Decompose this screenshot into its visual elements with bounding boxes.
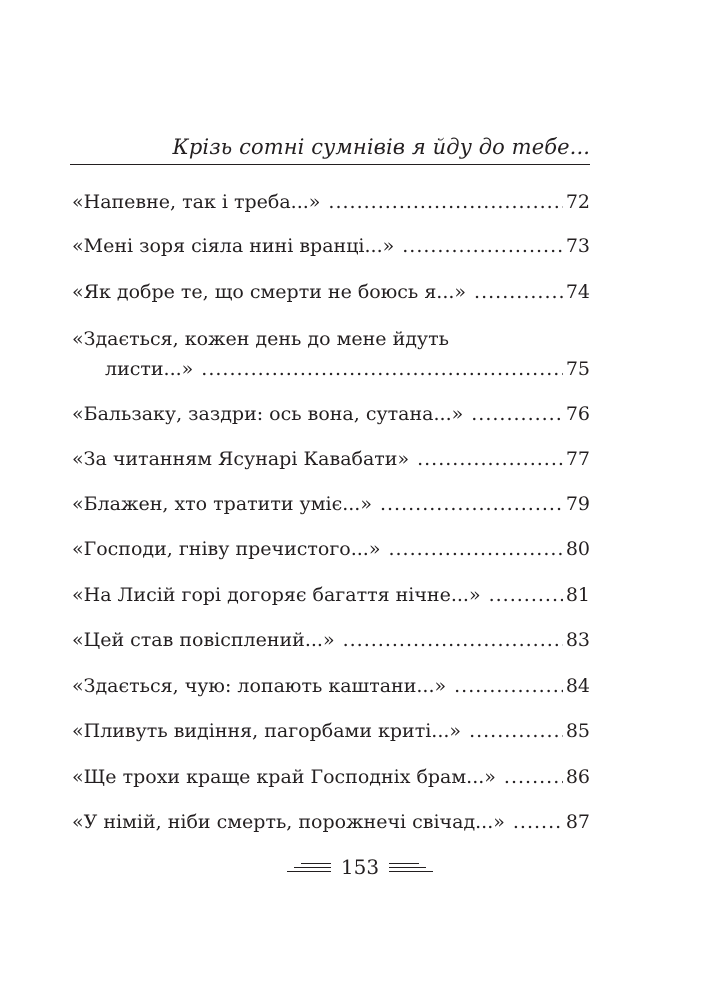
toc-entry-page: 76 [565, 403, 590, 425]
toc-entry-title: «Пливуть видіння, пагорбами криті...» [72, 720, 462, 742]
toc-entry [72, 537, 590, 561]
toc-entry [72, 447, 590, 471]
toc-entry [72, 719, 590, 743]
toc-entry-page: 74 [565, 281, 590, 303]
toc-entry-page: 72 [565, 191, 590, 213]
toc-entry [72, 674, 590, 698]
toc-entry-page: 77 [565, 448, 590, 470]
toc-entry-title: «Блажен, хто тратити уміє...» [72, 493, 372, 515]
toc-entry-title: листи...» [105, 358, 194, 380]
toc-entry [72, 810, 590, 834]
toc-entry-title: «Цей став повісплений...» [72, 629, 335, 651]
toc-entry-title: «За читанням Ясунарі Кавабати» [72, 448, 410, 470]
toc-entry-page: 84 [565, 675, 590, 697]
running-head: Крізь сотні сумнівів я йду до тебе... [172, 135, 590, 159]
toc-entry-title: «У німій, ніби смерть, порожнечі свічад...» [72, 811, 505, 833]
leader-dots [417, 447, 563, 471]
toc-entry-title: «Бальзаку, заздри: ось вона, сутана...» [72, 403, 464, 425]
toc-entry-page: 85 [565, 720, 590, 742]
header-rule [70, 164, 590, 165]
folio-ornament-left [287, 863, 331, 872]
toc-entry-title: «Як добре те, що смерти не боюсь я...» [72, 281, 467, 303]
toc-entry-title: «Ще трохи краще край Господніх брам...» [72, 766, 496, 788]
toc-entry-title-line1: «Здається, кожен день до мене йдуть [72, 328, 449, 350]
leader-dots [454, 674, 563, 698]
leader-dots [380, 492, 563, 516]
toc-entry-page: 81 [565, 584, 590, 606]
folio-ornament-right [389, 863, 433, 872]
leader-dots [504, 765, 563, 789]
toc-entry-page: 87 [565, 811, 590, 833]
toc-entry [72, 583, 590, 607]
toc-entry [72, 765, 590, 789]
toc-entry [72, 402, 590, 426]
leader-dots [328, 190, 562, 214]
toc-entry-title: «Мені зоря сіяла нині вранці...» [72, 235, 395, 257]
toc-entry-page: 86 [565, 766, 590, 788]
toc-entry-page: 73 [565, 235, 590, 257]
toc-entry [72, 280, 590, 304]
toc-entry-title: «Здається, чую: лопають каштани...» [72, 675, 447, 697]
leader-dots [474, 280, 563, 304]
leader-dots [471, 402, 563, 426]
toc-entry [72, 190, 590, 214]
page-footer [0, 855, 720, 879]
toc-entry-page: 79 [565, 493, 590, 515]
toc-entry [72, 234, 590, 258]
toc-entry-page: 80 [565, 538, 590, 560]
toc-entry [72, 492, 590, 516]
toc-entry [72, 628, 590, 652]
toc-entry-title: «На Лисій горі догоряє багаття нічне...» [72, 584, 481, 606]
leader-dots [343, 628, 563, 652]
leader-dots [201, 357, 563, 381]
toc-entry-title: «Господи, гніву пречистого...» [72, 538, 381, 560]
toc-entry-page: 83 [565, 629, 590, 651]
leader-dots [489, 583, 563, 607]
toc-entry [105, 357, 590, 381]
leader-dots [513, 810, 563, 834]
leader-dots [388, 537, 562, 561]
leader-dots [402, 234, 563, 258]
leader-dots [469, 719, 563, 743]
toc-entry-title: «Напевне, так і треба...» [72, 191, 321, 213]
toc-entry-page: 75 [565, 358, 590, 380]
page-number: 153 [340, 855, 380, 879]
